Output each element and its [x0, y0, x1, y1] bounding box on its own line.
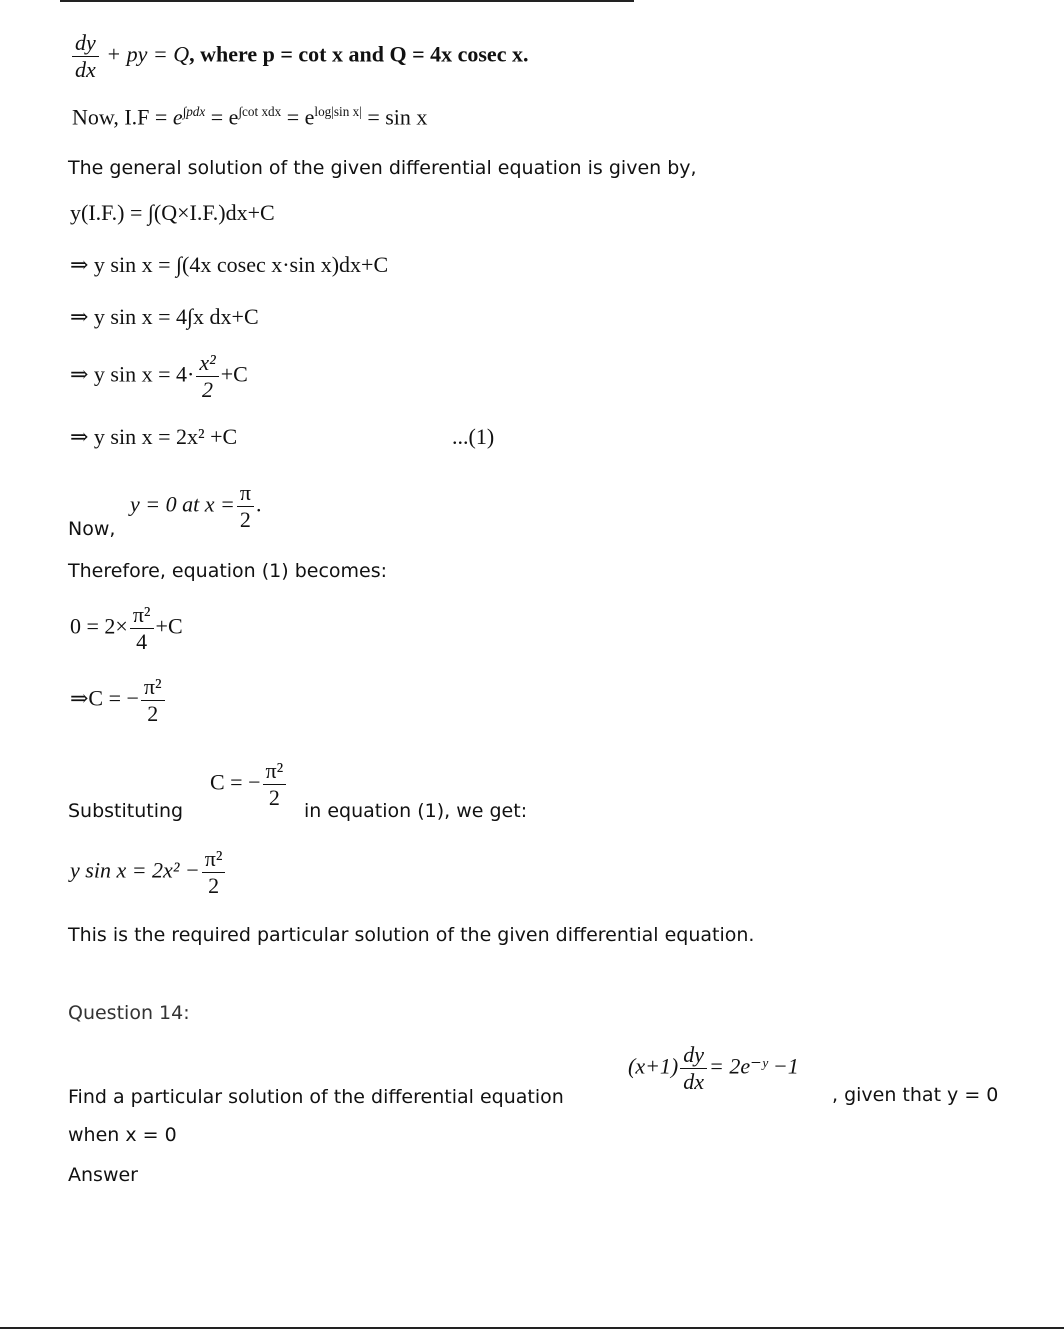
ode-definition — [70, 32, 528, 81]
step-4 — [70, 352, 248, 401]
q14-lhs: (x+1) — [628, 1053, 679, 1079]
now-label: Now, — [68, 518, 116, 540]
required-solution-text: This is the required particular solution of the given differential equation. — [68, 924, 755, 946]
q14-rhs: = 2e⁻ʸ −1 — [709, 1053, 799, 1079]
if-e1: e — [172, 104, 183, 130]
if-result: = sin x — [367, 104, 428, 130]
step-5: ⇒ y sin x = 2x² +C — [70, 424, 238, 449]
pi-over-2: $\frac{\pi}{2}$ — [237, 482, 254, 531]
pi2-over-2: $\frac{\text{π²}}{2}$ — [141, 676, 165, 725]
q14-text: Find a particular solution of the differential equation — [68, 1086, 564, 1108]
ode-lhs: + py = Q — [106, 41, 190, 67]
therefore-text: Therefore, equation (1) becomes: — [68, 560, 388, 582]
general-solution-text: The general solution of the given differential equation is given by, — [68, 157, 697, 179]
step-1: y(I.F.) = ∫(Q×I.F.)dx+C — [70, 200, 275, 225]
dy-dx-fraction: $\frac{dy}{dx}$ — [72, 32, 99, 81]
subst-c-pre: C = − — [210, 769, 261, 795]
step-4-pre: ⇒ y sin x = 4· — [70, 361, 195, 387]
if-e3: = e — [286, 104, 315, 130]
step-3: ⇒ y sin x = 4∫x dx+C — [70, 304, 259, 329]
integrating-factor — [72, 104, 427, 130]
if-label: Now, I.F = — [72, 104, 168, 130]
initial-condition — [130, 482, 261, 531]
q14-given: , given that y = 0 — [832, 1084, 999, 1106]
if-e2: = e — [210, 104, 239, 130]
answer-label: Answer — [68, 1164, 138, 1186]
cond-pre: y = 0 at x = — [130, 491, 235, 517]
q14-dy-dx: $\frac{dy}{dx}$ — [680, 1044, 707, 1093]
c1-post: +C — [155, 613, 183, 639]
substituting-post: in equation (1), we get: — [304, 800, 528, 822]
final-solution — [70, 848, 227, 897]
if-sup2: ∫cot xdx — [238, 104, 282, 119]
substituting-label: Substituting — [68, 800, 184, 822]
q14-equation — [628, 1044, 799, 1093]
step-2: ⇒ y sin x = ∫(4x cosec x·sin x)dx+C — [70, 252, 389, 277]
c2-pre: ⇒C = − — [70, 685, 139, 711]
pi2-over-4: $\frac{\text{π²}}{4}$ — [130, 604, 154, 653]
final-pre: y sin x = 2x² − — [70, 857, 200, 883]
constant-step-2 — [70, 676, 167, 725]
final-pi2-over-2: $\frac{\text{π²}}{2}$ — [202, 848, 226, 897]
subst-pi2-over-2: $\frac{\text{π²}}{2}$ — [263, 760, 287, 809]
substituting-c — [210, 760, 288, 809]
bottom-rule — [0, 1327, 1064, 1329]
equation-tag-1: ...(1) — [452, 424, 495, 449]
ode-where: , where p = cot x and Q = 4x cosec x. — [189, 41, 529, 67]
if-sup3: log|sin x| — [314, 104, 362, 119]
if-sup1: ∫pdx — [182, 104, 206, 119]
q14-when: when x = 0 — [68, 1124, 177, 1146]
step-4-post: +C — [220, 361, 248, 387]
top-rule — [60, 0, 634, 2]
x2-over-2: $\frac{\text{x²}}{2}$ — [196, 352, 218, 401]
c1-pre: 0 = 2× — [70, 613, 128, 639]
question-label: Question 14: — [68, 1002, 190, 1024]
cond-post: . — [255, 491, 262, 517]
constant-step-1 — [70, 604, 183, 653]
